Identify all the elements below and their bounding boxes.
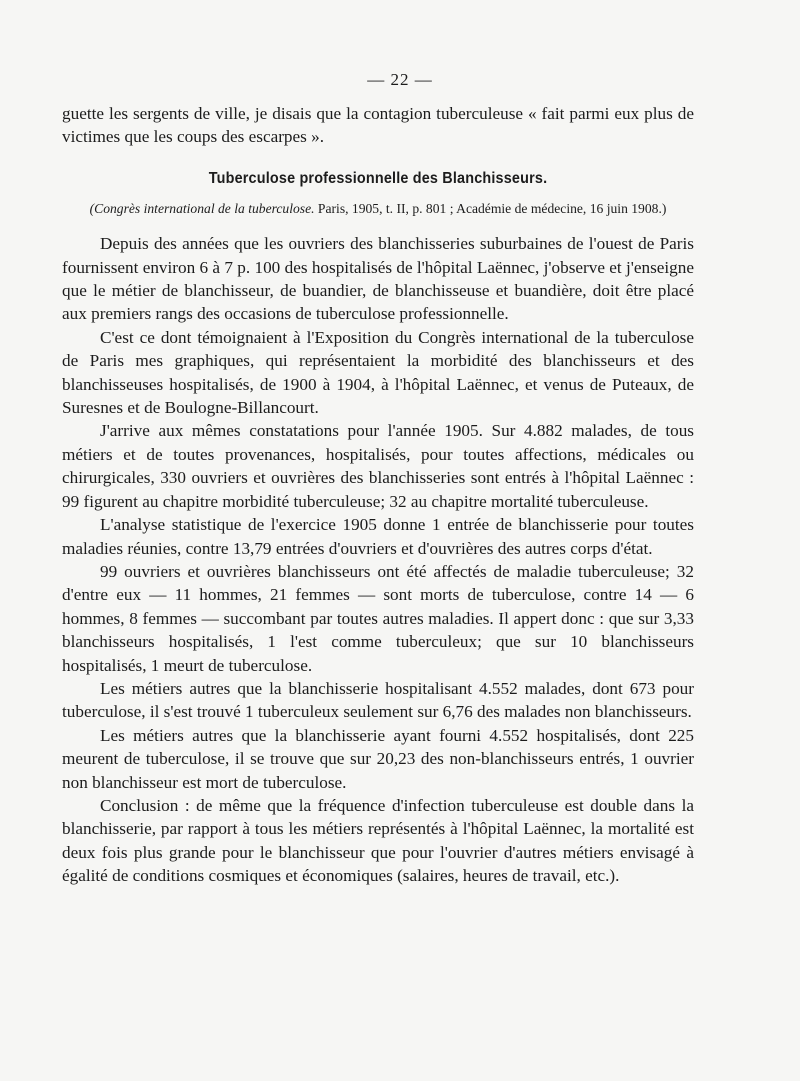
paragraph: L'analyse statistique de l'exercice 1905 donne 1 entrée de blanchisserie pour toutes maladies réunies, contre 13,79 entrées d'ouvriers et d'ouvrières des autres corps d'état. — [62, 515, 694, 558]
paragraph: Conclusion : de même que la fréquence d'infection tuberculeuse est double dans la blanchisserie, par rapport à tous les métiers représentés à l'hôpital Laënnec, la mortalité est deux fois plus grande pour le blanchisseur que pour l'ouvrier d'autres métiers envisagé à égalité de conditions cosmiques et économiques (salaires, heures de travail, etc.). — [62, 795, 694, 886]
paragraph: Depuis des années que les ouvriers des blanchisseries suburbaines de l'ouest de Paris fournissent environ 6 à 7 p. 100 des hospitalisés de l'hôpital Laënnec, j'observe et j'enseigne que le métier de blanchisseur, de buandier, de blanchisseuse et buandière, doit être placé aux premiers rangs des occasions de tuberculose professionnelle. — [62, 234, 694, 324]
page-number: — 22 — — [367, 70, 433, 89]
body-text — [62, 102, 694, 888]
paragraph: Les métiers autres que la blanchisserie ayant fourni 4.552 hospitalisés, dont 225 meurent de tuberculose, il se trouve que sur 20,23 des non-blanchisseurs entrés, 1 ouvrier non blanchisseur est mort de tuberculose. — [62, 725, 694, 792]
paragraph: 99 ouvriers et ouvrières blanchisseurs ont été affectés de maladie tuberculeuse; 32 d'entre eux — 11 hommes, 21 femmes — sont morts de tuberculose, contre 14 — 6 hommes, 8 femmes — succombant par toutes autres maladies. Il appert donc : que sur 3,33 blanchisseurs hospitalisés, 1 l'est comme tuberculeux; que sur 10 blanchisseurs hospitalisés, 1 meurt de tuberculose. — [62, 561, 694, 675]
citation-source: (Congrès international de la tuberculose. — [89, 201, 315, 217]
paragraph: Les métiers autres que la blanchisserie hospitalisant 4.552 malades, dont 673 pour tuberculose, il s'est trouvé 1 tuberculeux seulement sur 6,76 des malades non blanchisseurs. — [62, 678, 694, 722]
section-heading: Tuberculose professionnelle des Blanchisseurs. — [208, 169, 548, 187]
citation-details: Paris, 1905, t. II, p. 801 ; Académie de médecine, 16 juin 1908.) — [317, 201, 667, 217]
paragraph: J'arrive aux mêmes constatations pour l'année 1905. Sur 4.882 malades, de tous métiers et de toutes provenances, hospitalisés, pour toutes affections, médicales ou chirurgicales, 330 ouvriers et ouvrières des blanchisseries sont entrés à l'hôpital Laënnec : 99 figurent au chapitre morbidité tuberculeuse; 32 au chapitre mortalité tuberculeuse. — [62, 421, 694, 511]
paragraph: C'est ce dont témoignaient à l'Exposition du Congrès international de la tuberculose de Paris mes graphiques, qui représentaient la morbidité des blanchisseurs et des blanchisseuses hospitalisés, de 1900 à 1904, à l'hôpital Laënnec, et venus de Puteaux, de Suresnes et de Boulogne-Billancourt. — [62, 327, 694, 418]
opening-paragraph: guette les sergents de ville, je disais que la contagion tuberculeuse « fait parmi eux plus de victimes que les coups des escarpes ». — [62, 104, 694, 147]
citation — [72, 200, 684, 218]
